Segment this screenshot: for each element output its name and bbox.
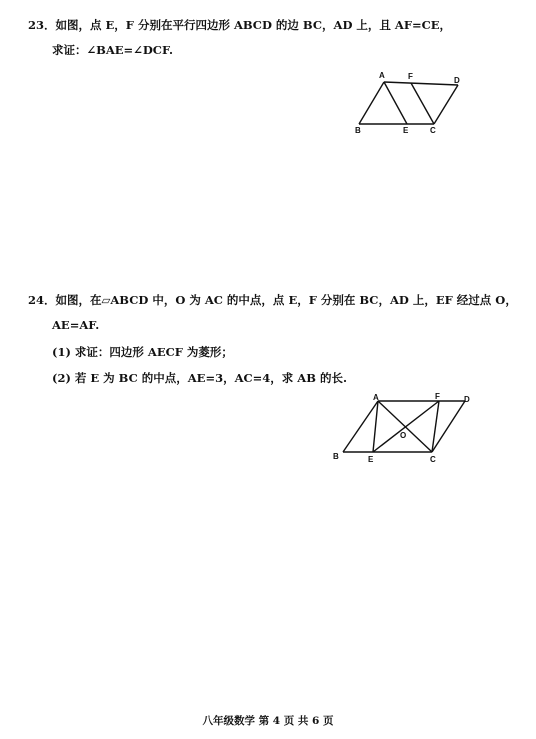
q24-label-b: B	[333, 452, 339, 461]
q24-segment-ae	[373, 401, 378, 452]
q23-side-dc	[434, 85, 458, 124]
q23-side-ab	[359, 82, 384, 124]
q23-segment-ae	[384, 82, 407, 124]
q23-figure	[350, 70, 490, 140]
q24-label-f: F	[435, 392, 440, 401]
q24-side-ab	[343, 401, 378, 452]
q23-label-d: D	[454, 76, 460, 85]
q23-label-b: B	[355, 126, 361, 135]
q23-segment-fc	[411, 83, 434, 124]
q23-side-ad	[384, 82, 458, 85]
q23-label-a: A	[379, 71, 385, 80]
page-footer: 八年级数学 第 4 页 共 6 页	[202, 715, 334, 727]
q24-label-d: D	[464, 395, 470, 404]
q24-segment-fc	[432, 401, 439, 452]
q24-label-a: A	[373, 393, 379, 402]
q24-line1: 24．如图，在▱ABCD 中，O 为 AC 的中点，点 E，F 分别在 BC，AD 上，EF 经过点 O，	[28, 293, 517, 307]
q24-label-o: O	[400, 431, 407, 440]
q23-label-c: C	[430, 126, 436, 135]
q24-label-c: C	[430, 455, 436, 464]
q24-segment-ef	[373, 401, 439, 452]
q23-label-f: F	[408, 72, 413, 81]
q24-figure	[330, 392, 480, 467]
q24-line2: AE=AF.	[52, 318, 100, 332]
q24-part1: (1) 求证：四边形 AECF 为菱形；	[52, 345, 233, 359]
q24-label-e: E	[368, 455, 374, 464]
q23-line1: 23．如图，点 E，F 分别在平行四边形 ABCD 的边 BC，AD 上，且 AF=CE，	[28, 18, 452, 32]
q23-label-e: E	[403, 126, 409, 135]
q24-part2: (2) 若 E 为 BC 的中点，AE=3，AC=4，求 AB 的长.	[52, 371, 347, 385]
q23-line2: 求证：∠BAE=∠DCF.	[52, 43, 173, 57]
q24-side-dc	[432, 401, 465, 452]
